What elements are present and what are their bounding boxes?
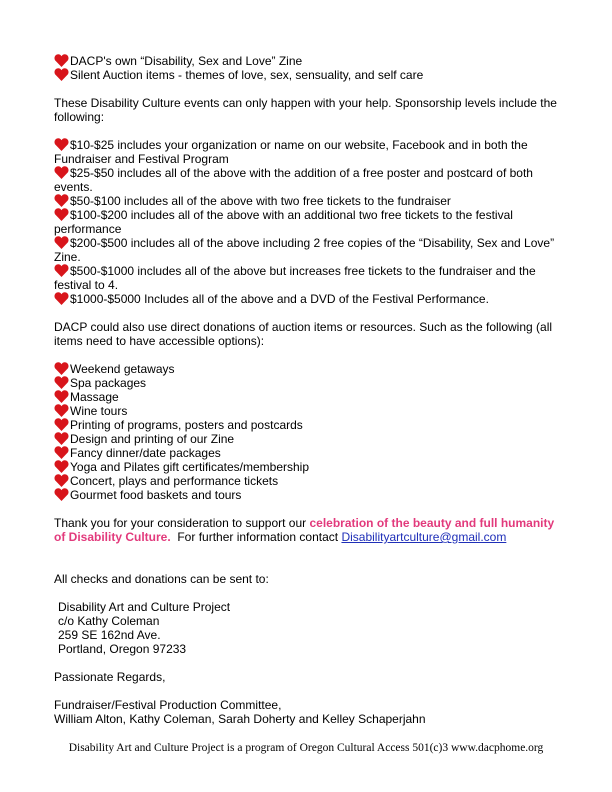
heart-icon <box>54 390 70 404</box>
address-line: Disability Art and Culture Project <box>58 600 231 614</box>
list-item <box>54 68 564 82</box>
celebration-highlight: celebration of the beauty and full humanity of Disability Culture. <box>54 516 555 544</box>
donation-item-text: Gourmet food baskets and tours <box>70 488 242 502</box>
heart-icon <box>54 194 70 208</box>
sponsorship-level <box>54 264 564 278</box>
contact-email-link[interactable]: Disabilityartculture@gmail.com <box>341 530 507 544</box>
sponsorship-intro: These Disability Culture events can only happen with your help. Sponsorship levels include the following: <box>54 96 557 124</box>
donation-item <box>54 376 564 390</box>
donation-item <box>54 474 564 488</box>
heart-icon <box>54 404 70 418</box>
signature-line: William Alton, Kathy Coleman, Sarah Doherty and Kelley Schaperjahn <box>54 712 426 726</box>
sponsorship-level-continuation: Zine. <box>54 250 81 264</box>
heart-icon <box>54 376 70 390</box>
sponsorship-level <box>54 236 564 250</box>
heart-icon <box>54 236 70 250</box>
address-line: c/o Kathy Coleman <box>58 614 160 628</box>
donations-intro: DACP could also use direct donations of auction items or resources. Such as the following (all items need to have accessible options): <box>54 320 553 348</box>
heart-icon <box>54 208 70 222</box>
donation-item-text: Printing of programs, posters and postcards <box>70 418 303 432</box>
sponsorship-level <box>54 194 564 208</box>
donation-item-text: Concert, plays and performance tickets <box>70 474 279 488</box>
donation-item-text: Design and printing of our Zine <box>70 432 235 446</box>
donation-item-text: Wine tours <box>70 404 128 418</box>
donation-item-text: Fancy dinner/date packages <box>70 446 221 460</box>
sponsorship-level <box>54 166 564 180</box>
sponsorship-level-continuation: festival to 4. <box>54 278 119 292</box>
donation-item <box>54 432 564 446</box>
heart-icon <box>54 474 70 488</box>
sponsorship-level-text: $50-$100 includes all of the above with two free tickets to the fundraiser <box>70 194 451 208</box>
sponsorship-level-continuation: events. <box>54 180 93 194</box>
heart-icon <box>54 68 70 82</box>
address-line: Portland, Oregon 97233 <box>58 642 187 656</box>
donation-item <box>54 418 564 432</box>
heart-icon <box>54 446 70 460</box>
checks-text: All checks and donations can be sent to: <box>54 572 269 586</box>
sponsorship-level <box>54 138 564 152</box>
sponsorship-level-text: $25-$50 includes all of the above with the addition of a free poster and postcard of both <box>70 166 533 180</box>
sponsorship-level <box>54 208 564 222</box>
list-item-text: Silent Auction items - themes of love, sex, sensuality, and self care <box>70 68 424 82</box>
list-item-text: DACP's own “Disability, Sex and Love” Zine <box>70 54 303 68</box>
sponsorship-level-text: $100-$200 includes all of the above with an additional two free tickets to the festival <box>70 208 513 222</box>
heart-icon <box>54 138 70 152</box>
heart-icon <box>54 292 70 306</box>
donation-item <box>54 404 564 418</box>
heart-icon <box>54 432 70 446</box>
donation-item <box>54 488 564 502</box>
donation-item-text: Weekend getaways <box>70 362 175 376</box>
sponsorship-level-continuation: performance <box>54 222 122 236</box>
heart-icon <box>54 166 70 180</box>
address-line: 259 SE 162nd Ave. <box>58 628 161 642</box>
list-item <box>54 54 564 68</box>
donation-item <box>54 446 564 460</box>
sponsorship-level-continuation: Fundraiser and Festival Program <box>54 152 229 166</box>
heart-icon <box>54 362 70 376</box>
donation-item-text: Spa packages <box>70 376 147 390</box>
donation-item-text: Massage <box>70 390 119 404</box>
donation-item <box>54 362 564 376</box>
sponsorship-level-text: $10-$25 includes your organization or name on our website, Facebook and in both the <box>70 138 528 152</box>
page-footer: Disability Art and Culture Project is a program of Oregon Cultural Access 501(c)3 www.dacphome.org <box>68 742 544 754</box>
sponsorship-level <box>54 292 564 306</box>
sponsorship-level-text: $200-$500 includes all of the above including 2 free copies of the “Disability, Sex and Love” <box>70 236 555 250</box>
heart-icon <box>54 264 70 278</box>
heart-icon <box>54 488 70 502</box>
contact-text: For further information contact <box>170 530 342 544</box>
heart-icon <box>54 418 70 432</box>
closing: Passionate Regards, <box>54 670 166 684</box>
heart-icon <box>54 54 70 68</box>
thank-you-text: Thank you for your consideration to support our <box>54 516 310 530</box>
donation-item <box>54 390 564 404</box>
thank-you-paragraph <box>54 516 564 544</box>
sponsorship-level-text: $1000-$5000 Includes all of the above and a DVD of the Festival Performance. <box>70 292 489 306</box>
donation-item-text: Yoga and Pilates gift certificates/membership <box>70 460 310 474</box>
sponsorship-level-text: $500-$1000 includes all of the above but increases free tickets to the fundraiser and the <box>70 264 536 278</box>
heart-icon <box>54 460 70 474</box>
signature-line: Fundraiser/Festival Production Committee, <box>54 698 282 712</box>
donation-item <box>54 460 564 474</box>
